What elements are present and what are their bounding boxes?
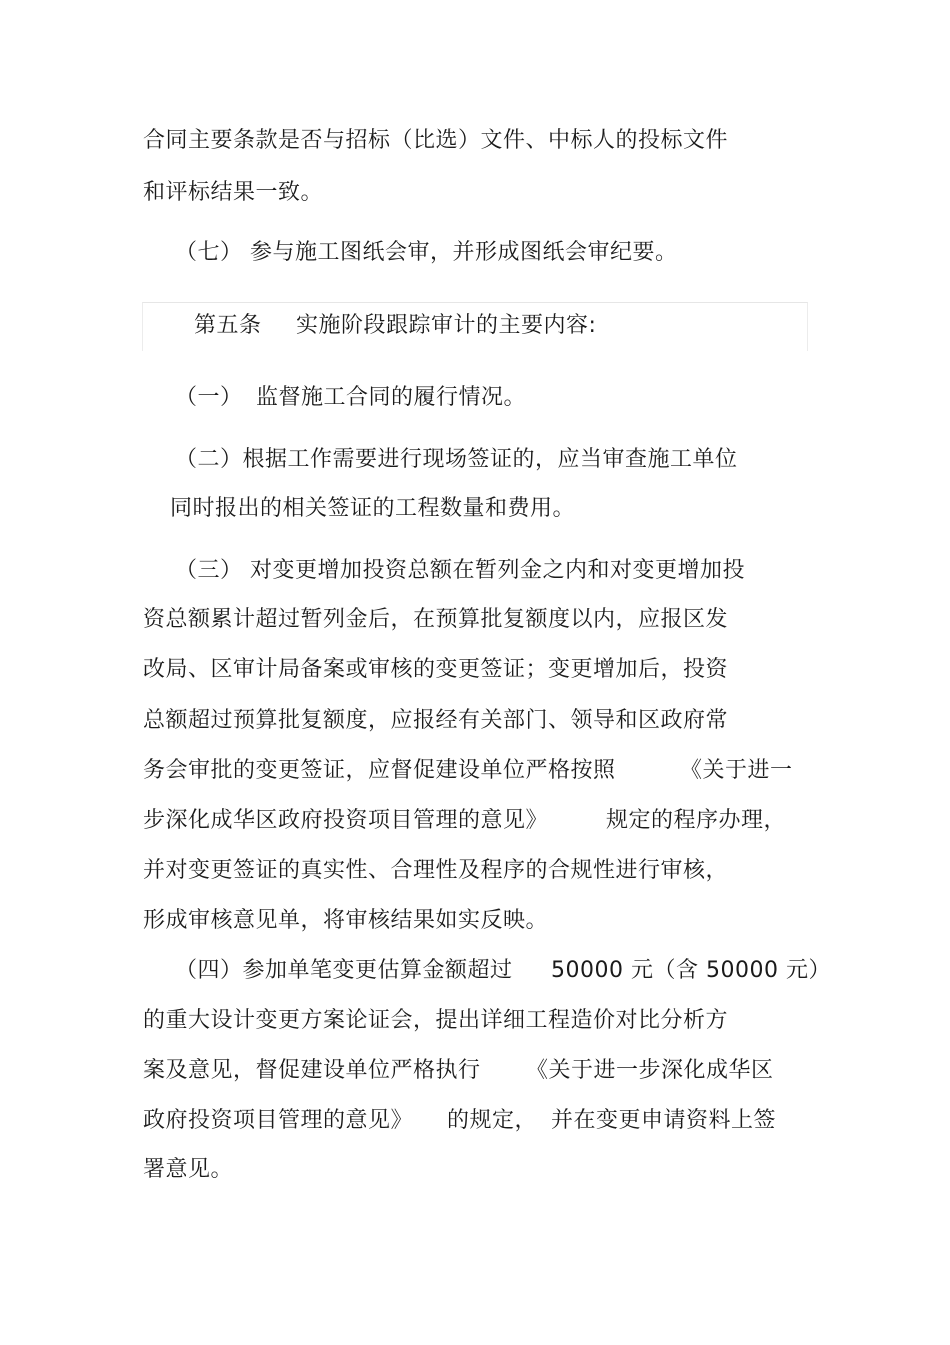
item-7: （七） 参与施工图纸会审，并形成图纸会审纪要。 [175,240,678,265]
article-5-number: 第五条 [194,313,262,338]
paragraph-line: 政府投资项目管理的意见》 [143,1108,414,1133]
paragraph-line: 并在变更申请资料上签 [551,1108,777,1133]
paragraph-line: 步深化成华区政府投资项目管理的意见》 [143,808,549,833]
paragraph-line: 同时报出的相关签证的工程数量和费用。 [170,496,576,521]
amount-text: 50000 元（含 50000 元） [551,958,831,983]
item-2: （二）根据工作需要进行现场签证的，应当审查施工单位 [175,447,738,472]
paragraph-line: 案及意见，督促建设单位严格执行 [143,1058,481,1083]
paragraph-line: 的规定， [447,1108,538,1133]
item-4: （四）参加单笔变更估算金额超过 [175,958,513,983]
paragraph-line: 总额超过预算批复额度，应报经有关部门、领导和区政府常 [143,708,729,733]
paragraph-line: 务会审批的变更签证，应督促建设单位严格按照 [143,758,616,783]
paragraph-line: 《关于进一步深化成华区 [526,1058,774,1083]
item-1-number: （一） [175,385,243,410]
item-1-text: 监督施工合同的履行情况。 [256,385,527,410]
article-5-title: 实施阶段跟踪审计的主要内容: [296,313,597,338]
paragraph-line: 并对变更签证的真实性、合理性及程序的合规性进行审核， [143,858,729,883]
paragraph-line: 资总额累计超过暂列金后，在预算批复额度以内，应报区发 [143,607,729,632]
item-3: （三） 对变更增加投资总额在暂列金之内和对变更增加投 [175,558,745,583]
paragraph-line: 合同主要条款是否与招标（比选）文件、中标人的投标文件 [143,128,729,153]
paragraph-line: 的重大设计变更方案论证会，提出详细工程造价对比分析方 [143,1008,729,1033]
paragraph-line: 《关于进一 [680,758,793,783]
paragraph-line: 署意见。 [143,1157,234,1182]
paragraph-line: 规定的程序办理， [606,808,787,833]
paragraph-line: 改局、区审计局备案或审核的变更签证；变更增加后，投资 [143,657,729,682]
paragraph-line: 和评标结果一致。 [143,180,324,205]
paragraph-line: 形成审核意见单，将审核结果如实反映。 [143,908,549,933]
